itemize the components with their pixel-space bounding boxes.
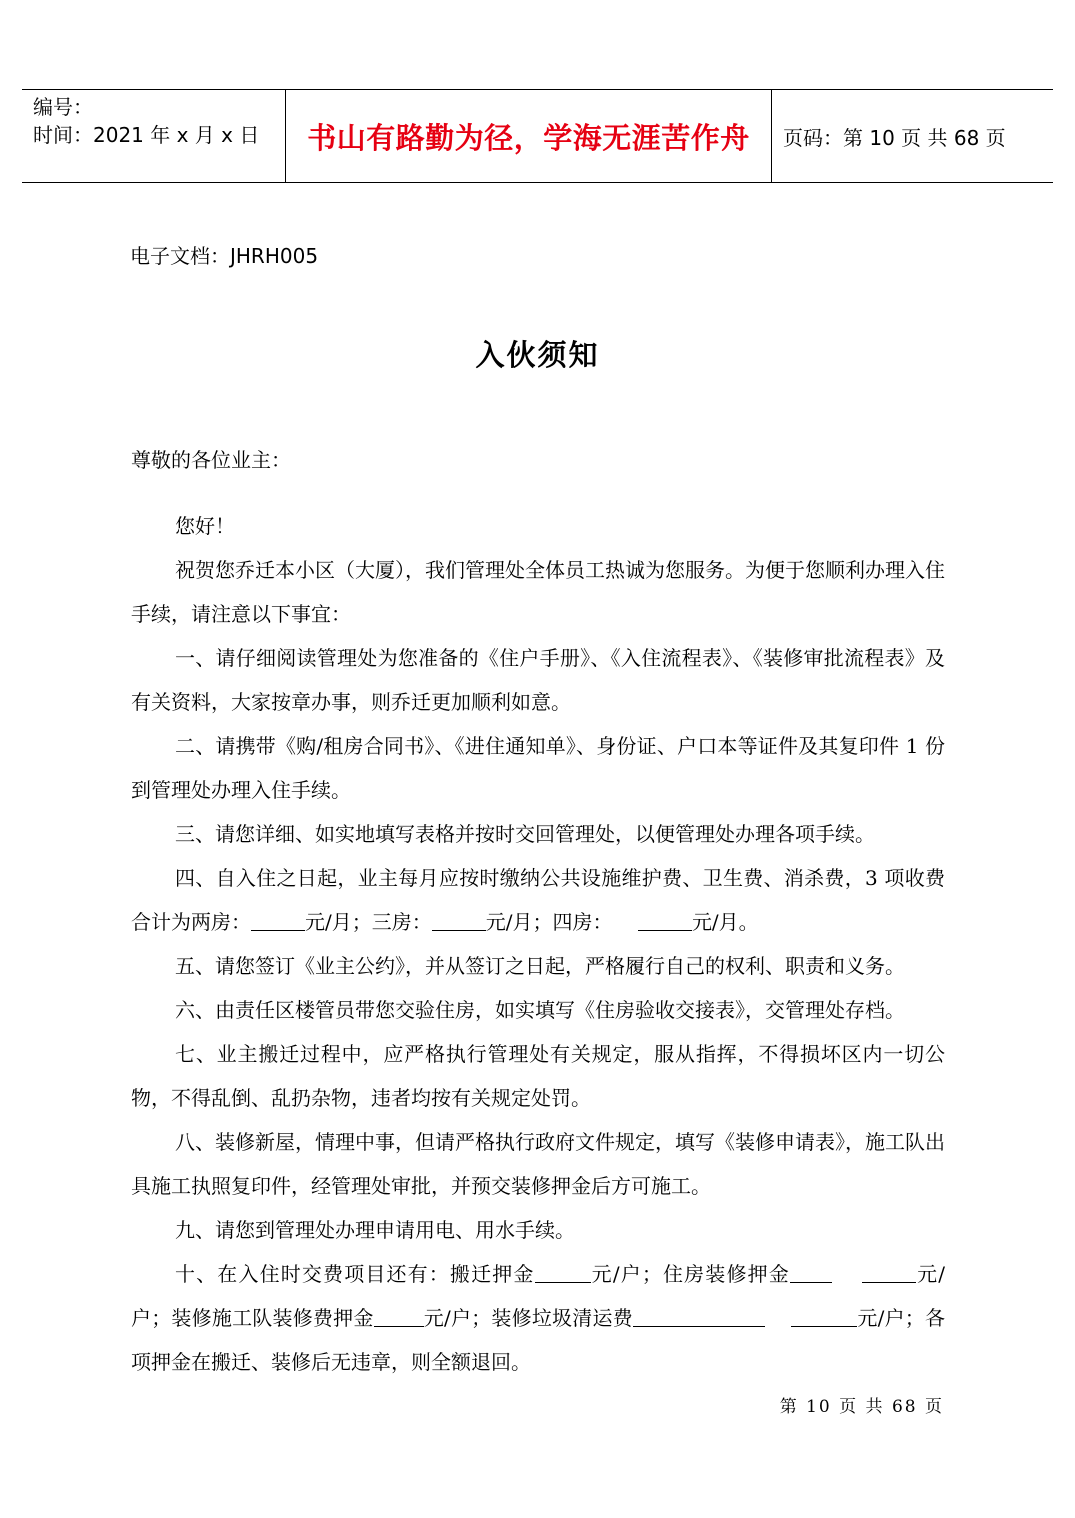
motto: 书山有路勤为径，学海无涯苦作舟 [307,120,750,155]
item-4-text-a: 四、自入住之日起，业主每月应按时缴纳公共设施维护费、卫生费、消杀费，3 项收费合计为两房： [131,866,945,934]
item-4-text-d: 元/月。 [691,910,759,934]
page-label: 页码：第 10 页 共 68 页 [783,125,1006,150]
page-title: 入伙须知 [475,338,600,372]
item-10-text-e: 元/户；各项押金在搬迁、装修后无违章，则全额退回。 [131,1306,945,1374]
time-label: 时间：2021 年 x 月 x 日 [33,123,260,147]
item-10-text-d: 元/户；装修垃圾清运费 [423,1306,633,1330]
blank-line [251,910,305,931]
hello: 您好！ [175,514,235,538]
item-10-text-b: 元/户；住房装修押金 [590,1262,790,1286]
item-10-text-a: 十、在入住时交费项目还有：搬迁押金 [175,1262,535,1286]
item-6: 六、由责任区楼管员带您交验住房，如实填写《住房验收交接表》，交管理处存档。 [175,998,905,1022]
blank-line [791,1306,857,1327]
blank-line [432,910,486,931]
header-motto-cell [285,90,772,182]
doc-id: 电子文档：JHRH005 [130,244,319,268]
item-5: 五、请您签订《业主公约》，并从签订之日起，严格履行自己的权利、职责和义务。 [175,954,905,978]
item-4-text-c: 元/月；四房： [485,910,613,934]
blank-line [633,1306,765,1327]
document-body [131,438,945,1384]
greeting: 尊敬的各位业主： [131,448,291,472]
blank-line [535,1262,591,1283]
page-footer: 第 10 页 共 68 页 [779,1397,944,1417]
blank-line [374,1306,424,1327]
blank-line [862,1262,916,1283]
document-header [22,89,1053,183]
number-label: 编号： [33,95,93,119]
intro-paragraph: 祝贺您乔迁本小区（大厦），我们管理处全体员工热诚为您服务。为便于您顺利办理入住手续，请注意以下事宜： [131,558,945,626]
item-8: 八、装修新屋，情理中事，但请严格执行政府文件规定，填写《装修申请表》，施工队出具施工执照复印件，经管理处审批，并预交装修押金后方可施工。 [131,1130,945,1198]
blank-line [790,1262,832,1283]
item-10-text-c: 元/户；装修施工队装修费押金 [131,1262,945,1330]
item-10 [131,1252,945,1384]
blank-line [638,910,692,931]
item-2: 二、请携带《购/租房合同书》、《进住通知单》、身份证、户口本等证件及其复印件 1 份到管理处办理入住手续。 [131,734,945,802]
item-7: 七、业主搬迁过程中，应严格执行管理处有关规定，服从指挥，不得损坏区内一切公物，不得乱倒、乱扔杂物，违者均按有关规定处罚。 [131,1042,945,1110]
header-page-cell [772,90,1053,182]
header-left-cell [22,90,285,182]
item-1: 一、请仔细阅读管理处为您准备的《住户手册》、《入住流程表》、《装修审批流程表》及有关资料，大家按章办事，则乔迁更加顺利如意。 [131,646,945,714]
item-3: 三、请您详细、如实地填写表格并按时交回管理处，以便管理处办理各项手续。 [175,822,875,846]
item-4 [131,856,945,944]
item-4-text-b: 元/月；三房： [305,910,432,934]
item-9: 九、请您到管理处办理申请用电、用水手续。 [175,1218,575,1242]
